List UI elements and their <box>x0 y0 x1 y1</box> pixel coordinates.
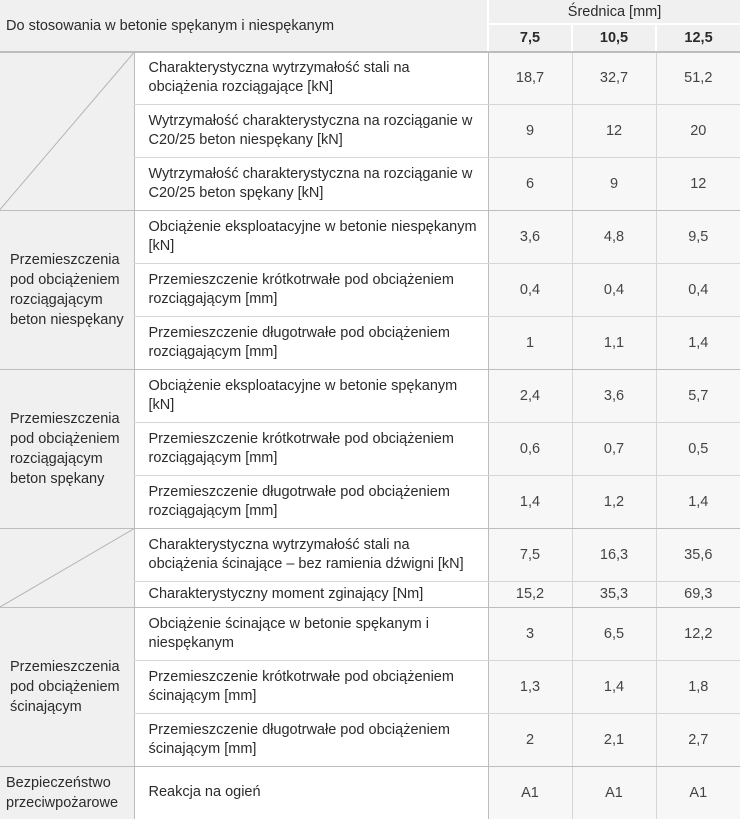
row-value: 1,4 <box>656 475 740 528</box>
group-label: Bezpieczeństwo przeciwpożarowe <box>0 766 134 819</box>
row-label: Wytrzymałość charakterystyczna na rozciąganie w C20/25 beton spękany [kN] <box>134 157 488 210</box>
row-label: Przemieszczenie krótkotrwałe pod obciążeniem rozciągającym [mm] <box>134 263 488 316</box>
row-value: A1 <box>656 766 740 819</box>
diameter-header: Średnica [mm] <box>488 0 740 24</box>
row-value: 69,3 <box>656 581 740 607</box>
row-value: 12,2 <box>656 607 740 660</box>
row-value: 0,4 <box>572 263 656 316</box>
row-label: Przemieszczenie długotrwałe pod obciążeniem rozciągającym [mm] <box>134 316 488 369</box>
row-value: 16,3 <box>572 528 656 581</box>
row-value: 0,4 <box>488 263 572 316</box>
row-label: Przemieszczenie krótkotrwałe pod obciążeniem rozciągającym [mm] <box>134 422 488 475</box>
row-value: 0,4 <box>656 263 740 316</box>
row-label: Przemieszczenie długotrwałe pod obciążeniem rozciągającym [mm] <box>134 475 488 528</box>
group-diagonal-cell <box>0 52 134 210</box>
row-label: Wytrzymałość charakterystyczna na rozciąganie w C20/25 beton niespękany [kN] <box>134 104 488 157</box>
diameter-col-2: 10,5 <box>572 24 656 52</box>
row-value: 32,7 <box>572 52 656 104</box>
row-value: 20 <box>656 104 740 157</box>
row-value: 2 <box>488 713 572 766</box>
group-label: Przemieszczenia pod obciążeniem ścinającym <box>0 607 134 766</box>
row-value: 7,5 <box>488 528 572 581</box>
diagonal-line <box>0 529 134 607</box>
row-value: 5,7 <box>656 369 740 422</box>
row-value: 1,3 <box>488 660 572 713</box>
row-value: 51,2 <box>656 52 740 104</box>
row-label: Charakterystyczny moment zginający [Nm] <box>134 581 488 607</box>
row-value: A1 <box>488 766 572 819</box>
row-value: 35,3 <box>572 581 656 607</box>
group-label: Przemieszczenia pod obciążeniem rozciągającym beton niespękany <box>0 210 134 369</box>
row-value: 3,6 <box>488 210 572 263</box>
row-value: 0,5 <box>656 422 740 475</box>
row-value: 12 <box>656 157 740 210</box>
row-value: A1 <box>572 766 656 819</box>
row-value: 1,2 <box>572 475 656 528</box>
row-value: 0,6 <box>488 422 572 475</box>
row-label: Charakterystyczna wytrzymałość stali na obciążenia rozciągające [kN] <box>134 52 488 104</box>
row-label: Przemieszczenie długotrwałe pod obciążeniem ścinającym [mm] <box>134 713 488 766</box>
row-value: 9 <box>572 157 656 210</box>
diameter-col-3: 12,5 <box>656 24 740 52</box>
row-value: 15,2 <box>488 581 572 607</box>
row-value: 12 <box>572 104 656 157</box>
row-value: 1,1 <box>572 316 656 369</box>
row-value: 1,4 <box>656 316 740 369</box>
row-value: 4,8 <box>572 210 656 263</box>
row-value: 0,7 <box>572 422 656 475</box>
row-label: Przemieszczenie krótkotrwałe pod obciążeniem ścinającym [mm] <box>134 660 488 713</box>
row-value: 1,4 <box>488 475 572 528</box>
diameter-col-1: 7,5 <box>488 24 572 52</box>
diagonal-line <box>0 53 134 210</box>
row-value: 3,6 <box>572 369 656 422</box>
row-label: Obciążenie ścinające w betonie spękanym i niespękanym <box>134 607 488 660</box>
row-value: 1,4 <box>572 660 656 713</box>
row-value: 9 <box>488 104 572 157</box>
row-label: Obciążenie eksploatacyjne w betonie spękanym [kN] <box>134 369 488 422</box>
row-value: 35,6 <box>656 528 740 581</box>
row-value: 1 <box>488 316 572 369</box>
row-label: Obciążenie eksploatacyjne w betonie niespękanym [kN] <box>134 210 488 263</box>
row-value: 3 <box>488 607 572 660</box>
row-value: 2,4 <box>488 369 572 422</box>
row-value: 2,1 <box>572 713 656 766</box>
row-value: 6,5 <box>572 607 656 660</box>
group-diagonal-cell <box>0 528 134 607</box>
group-label: Przemieszczenia pod obciążeniem rozciągającym beton spękany <box>0 369 134 528</box>
row-value: 1,8 <box>656 660 740 713</box>
row-value: 6 <box>488 157 572 210</box>
table-title: Do stosowania w betonie spękanym i niespękanym <box>0 0 488 52</box>
row-label: Reakcja na ogień <box>134 766 488 819</box>
row-value: 2,7 <box>656 713 740 766</box>
row-value: 18,7 <box>488 52 572 104</box>
row-label: Charakterystyczna wytrzymałość stali na obciążenia ścinające – bez ramienia dźwigni [kN] <box>134 528 488 581</box>
row-value: 9,5 <box>656 210 740 263</box>
